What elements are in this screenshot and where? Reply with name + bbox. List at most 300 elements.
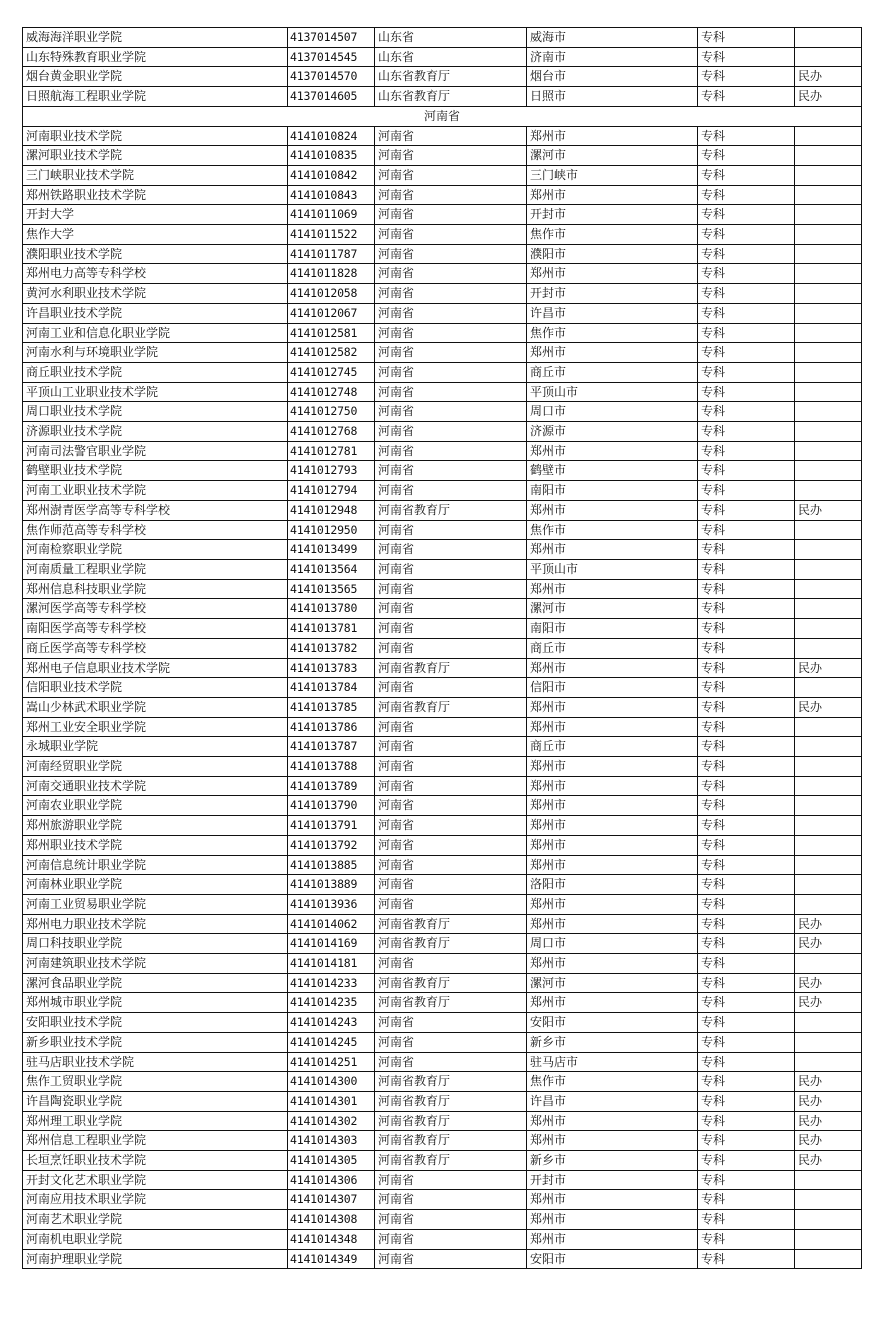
level-cell: 专科	[698, 47, 795, 67]
level-cell: 专科	[698, 540, 795, 560]
level-cell: 专科	[698, 461, 795, 481]
city-cell: 郑州市	[527, 816, 698, 836]
authority-cell: 河南省	[375, 1170, 527, 1190]
school-code-cell: 4141014169	[288, 934, 375, 954]
school-name-cell: 永城职业学院	[23, 737, 288, 757]
table-row	[23, 540, 862, 560]
note-cell	[795, 1249, 862, 1269]
city-cell: 济南市	[527, 47, 698, 67]
table-body	[23, 28, 862, 1269]
authority-cell: 河南省教育厅	[375, 973, 527, 993]
school-name-cell: 河南护理职业学院	[23, 1249, 288, 1269]
authority-cell: 河南省	[375, 520, 527, 540]
note-cell	[795, 402, 862, 422]
school-name-cell: 河南机电职业学院	[23, 1229, 288, 1249]
table-row	[23, 1013, 862, 1033]
table-row	[23, 559, 862, 579]
city-cell: 郑州市	[527, 1131, 698, 1151]
school-code-cell: 4141014251	[288, 1052, 375, 1072]
city-cell: 开封市	[527, 284, 698, 304]
level-cell: 专科	[698, 205, 795, 225]
school-name-cell: 周口职业技术学院	[23, 402, 288, 422]
note-cell	[795, 520, 862, 540]
level-cell: 专科	[698, 1151, 795, 1171]
school-code-cell: 4141012768	[288, 422, 375, 442]
city-cell: 郑州市	[527, 658, 698, 678]
authority-cell: 河南省	[375, 757, 527, 777]
school-name-cell: 信阳职业技术学院	[23, 678, 288, 698]
school-code-cell: 4141012748	[288, 382, 375, 402]
city-cell: 平顶山市	[527, 382, 698, 402]
level-cell: 专科	[698, 225, 795, 245]
school-name-cell: 商丘职业技术学院	[23, 362, 288, 382]
level-cell: 专科	[698, 816, 795, 836]
authority-cell: 河南省	[375, 1032, 527, 1052]
level-cell: 专科	[698, 1229, 795, 1249]
note-cell	[795, 599, 862, 619]
authority-cell: 河南省	[375, 599, 527, 619]
table-row	[23, 875, 862, 895]
note-cell	[795, 579, 862, 599]
level-cell: 专科	[698, 914, 795, 934]
level-cell: 专科	[698, 146, 795, 166]
authority-cell: 河南省	[375, 441, 527, 461]
note-cell: 民办	[795, 1111, 862, 1131]
table-row	[23, 1131, 862, 1151]
school-code-cell: 4141012058	[288, 284, 375, 304]
note-cell	[795, 796, 862, 816]
note-cell	[795, 362, 862, 382]
level-cell: 专科	[698, 441, 795, 461]
authority-cell: 河南省	[375, 619, 527, 639]
authority-cell: 河南省	[375, 402, 527, 422]
city-cell: 郑州市	[527, 993, 698, 1013]
authority-cell: 山东省教育厅	[375, 87, 527, 107]
city-cell: 济源市	[527, 422, 698, 442]
city-cell: 郑州市	[527, 894, 698, 914]
school-code-cell: 4141010824	[288, 126, 375, 146]
level-cell: 专科	[698, 1249, 795, 1269]
city-cell: 郑州市	[527, 540, 698, 560]
city-cell: 濮阳市	[527, 244, 698, 264]
table-row	[23, 461, 862, 481]
city-cell: 开封市	[527, 205, 698, 225]
note-cell	[795, 47, 862, 67]
level-cell: 专科	[698, 244, 795, 264]
city-cell: 漯河市	[527, 599, 698, 619]
note-cell	[795, 146, 862, 166]
note-cell	[795, 776, 862, 796]
school-name-cell: 山东特殊教育职业学院	[23, 47, 288, 67]
school-code-cell: 4141013565	[288, 579, 375, 599]
school-code-cell: 4141012794	[288, 481, 375, 501]
school-name-cell: 河南检察职业学院	[23, 540, 288, 560]
city-cell: 郑州市	[527, 1111, 698, 1131]
city-cell: 漯河市	[527, 973, 698, 993]
level-cell: 专科	[698, 737, 795, 757]
school-name-cell: 漯河职业技术学院	[23, 146, 288, 166]
city-cell: 郑州市	[527, 1210, 698, 1230]
authority-cell: 河南省	[375, 737, 527, 757]
table-row	[23, 28, 862, 48]
school-name-cell: 许昌职业技术学院	[23, 303, 288, 323]
note-cell	[795, 382, 862, 402]
level-cell: 专科	[698, 579, 795, 599]
city-cell: 许昌市	[527, 303, 698, 323]
note-cell	[795, 717, 862, 737]
school-code-cell: 4141013788	[288, 757, 375, 777]
note-cell	[795, 481, 862, 501]
authority-cell: 河南省	[375, 382, 527, 402]
table-row	[23, 382, 862, 402]
note-cell	[795, 757, 862, 777]
school-code-cell: 4141014306	[288, 1170, 375, 1190]
school-name-cell: 嵩山少林武术职业学院	[23, 697, 288, 717]
table-row	[23, 520, 862, 540]
authority-cell: 河南省	[375, 816, 527, 836]
level-cell: 专科	[698, 1190, 795, 1210]
school-name-cell: 河南司法警官职业学院	[23, 441, 288, 461]
school-name-cell: 新乡职业技术学院	[23, 1032, 288, 1052]
school-code-cell: 4137014605	[288, 87, 375, 107]
city-cell: 郑州市	[527, 717, 698, 737]
note-cell	[795, 185, 862, 205]
table-row	[23, 638, 862, 658]
note-cell	[795, 678, 862, 698]
table-row	[23, 225, 862, 245]
authority-cell: 山东省教育厅	[375, 67, 527, 87]
table-row	[23, 165, 862, 185]
city-cell: 漯河市	[527, 146, 698, 166]
level-cell: 专科	[698, 835, 795, 855]
authority-cell: 河南省	[375, 205, 527, 225]
level-cell: 专科	[698, 165, 795, 185]
school-code-cell: 4141013784	[288, 678, 375, 698]
note-cell	[795, 1229, 862, 1249]
level-cell: 专科	[698, 638, 795, 658]
note-cell: 民办	[795, 934, 862, 954]
table-row	[23, 1190, 862, 1210]
table-row	[23, 599, 862, 619]
city-cell: 郑州市	[527, 776, 698, 796]
authority-cell: 河南省教育厅	[375, 1151, 527, 1171]
school-name-cell: 河南信息统计职业学院	[23, 855, 288, 875]
city-cell: 郑州市	[527, 1190, 698, 1210]
authority-cell: 河南省	[375, 796, 527, 816]
table-row	[23, 1052, 862, 1072]
school-code-cell: 4137014545	[288, 47, 375, 67]
city-cell: 郑州市	[527, 954, 698, 974]
level-cell: 专科	[698, 559, 795, 579]
school-code-cell: 4141013781	[288, 619, 375, 639]
table-row	[23, 264, 862, 284]
authority-cell: 河南省	[375, 264, 527, 284]
level-cell: 专科	[698, 1210, 795, 1230]
note-cell	[795, 1210, 862, 1230]
level-cell: 专科	[698, 894, 795, 914]
level-cell: 专科	[698, 875, 795, 895]
school-name-cell: 河南建筑职业技术学院	[23, 954, 288, 974]
note-cell: 民办	[795, 914, 862, 934]
city-cell: 商丘市	[527, 362, 698, 382]
school-code-cell: 4141013791	[288, 816, 375, 836]
note-cell	[795, 1190, 862, 1210]
city-cell: 郑州市	[527, 796, 698, 816]
city-cell: 鹤壁市	[527, 461, 698, 481]
note-cell	[795, 1032, 862, 1052]
level-cell: 专科	[698, 422, 795, 442]
level-cell: 专科	[698, 619, 795, 639]
authority-cell: 河南省教育厅	[375, 993, 527, 1013]
city-cell: 威海市	[527, 28, 698, 48]
city-cell: 郑州市	[527, 500, 698, 520]
note-cell	[795, 835, 862, 855]
table-row	[23, 303, 862, 323]
school-name-cell: 黄河水利职业技术学院	[23, 284, 288, 304]
city-cell: 烟台市	[527, 67, 698, 87]
school-code-cell: 4141011787	[288, 244, 375, 264]
table-row	[23, 87, 862, 107]
authority-cell: 河南省教育厅	[375, 658, 527, 678]
province-section-header: 河南省	[23, 106, 862, 126]
school-name-cell: 河南质量工程职业学院	[23, 559, 288, 579]
note-cell	[795, 894, 862, 914]
city-cell: 商丘市	[527, 638, 698, 658]
note-cell	[795, 441, 862, 461]
school-name-cell: 烟台黄金职业学院	[23, 67, 288, 87]
city-cell: 信阳市	[527, 678, 698, 698]
table-row	[23, 796, 862, 816]
school-code-cell: 4141012067	[288, 303, 375, 323]
city-cell: 平顶山市	[527, 559, 698, 579]
school-name-cell: 焦作大学	[23, 225, 288, 245]
school-code-cell: 4141012581	[288, 323, 375, 343]
table-row	[23, 658, 862, 678]
school-name-cell: 河南职业技术学院	[23, 126, 288, 146]
table-row	[23, 205, 862, 225]
table-row	[23, 1151, 862, 1171]
city-cell: 新乡市	[527, 1032, 698, 1052]
level-cell: 专科	[698, 481, 795, 501]
note-cell: 民办	[795, 697, 862, 717]
table-row	[23, 717, 862, 737]
authority-cell: 河南省	[375, 323, 527, 343]
note-cell	[795, 540, 862, 560]
level-cell: 专科	[698, 973, 795, 993]
school-code-cell: 4141013889	[288, 875, 375, 895]
school-code-cell: 4141013936	[288, 894, 375, 914]
school-name-cell: 开封大学	[23, 205, 288, 225]
note-cell	[795, 244, 862, 264]
level-cell: 专科	[698, 185, 795, 205]
authority-cell: 河南省	[375, 835, 527, 855]
level-cell: 专科	[698, 776, 795, 796]
note-cell: 民办	[795, 993, 862, 1013]
city-cell: 郑州市	[527, 185, 698, 205]
school-name-cell: 河南林业职业学院	[23, 875, 288, 895]
authority-cell: 河南省	[375, 165, 527, 185]
level-cell: 专科	[698, 855, 795, 875]
table-row	[23, 500, 862, 520]
city-cell: 南阳市	[527, 619, 698, 639]
authority-cell: 河南省	[375, 717, 527, 737]
level-cell: 专科	[698, 1013, 795, 1033]
school-code-cell: 4141014300	[288, 1072, 375, 1092]
city-cell: 周口市	[527, 402, 698, 422]
school-name-cell: 商丘医学高等专科学校	[23, 638, 288, 658]
city-cell: 焦作市	[527, 1072, 698, 1092]
table-row	[23, 934, 862, 954]
level-cell: 专科	[698, 697, 795, 717]
level-cell: 专科	[698, 1131, 795, 1151]
city-cell: 郑州市	[527, 343, 698, 363]
table-row	[23, 244, 862, 264]
table-row	[23, 1170, 862, 1190]
table-row	[23, 126, 862, 146]
city-cell: 焦作市	[527, 323, 698, 343]
school-code-cell: 4141012750	[288, 402, 375, 422]
table-row	[23, 47, 862, 67]
table-row	[23, 678, 862, 698]
school-code-cell: 4141013885	[288, 855, 375, 875]
table-row	[23, 284, 862, 304]
table-row	[23, 1210, 862, 1230]
table-row	[23, 323, 862, 343]
city-cell: 郑州市	[527, 441, 698, 461]
note-cell	[795, 816, 862, 836]
note-cell	[795, 619, 862, 639]
level-cell: 专科	[698, 362, 795, 382]
note-cell	[795, 264, 862, 284]
note-cell: 民办	[795, 973, 862, 993]
level-cell: 专科	[698, 323, 795, 343]
authority-cell: 河南省教育厅	[375, 500, 527, 520]
school-code-cell: 4141014181	[288, 954, 375, 974]
table-row	[23, 954, 862, 974]
school-name-cell: 郑州电力高等专科学校	[23, 264, 288, 284]
table-row	[23, 1072, 862, 1092]
school-name-cell: 郑州信息科技职业学院	[23, 579, 288, 599]
table-row	[23, 757, 862, 777]
school-code-cell: 4141011069	[288, 205, 375, 225]
level-cell: 专科	[698, 87, 795, 107]
level-cell: 专科	[698, 500, 795, 520]
note-cell	[795, 284, 862, 304]
authority-cell: 河南省	[375, 244, 527, 264]
school-name-cell: 河南水利与环境职业学院	[23, 343, 288, 363]
table-row	[23, 402, 862, 422]
school-name-cell: 安阳职业技术学院	[23, 1013, 288, 1033]
school-code-cell: 4141013564	[288, 559, 375, 579]
city-cell: 郑州市	[527, 126, 698, 146]
note-cell	[795, 875, 862, 895]
city-cell: 日照市	[527, 87, 698, 107]
level-cell: 专科	[698, 1170, 795, 1190]
note-cell	[795, 737, 862, 757]
school-code-cell: 4141013783	[288, 658, 375, 678]
authority-cell: 河南省	[375, 954, 527, 974]
level-cell: 专科	[698, 599, 795, 619]
school-code-cell: 4141012582	[288, 343, 375, 363]
table-row	[23, 776, 862, 796]
city-cell: 安阳市	[527, 1013, 698, 1033]
school-code-cell: 4141012950	[288, 520, 375, 540]
school-name-cell: 郑州职业技术学院	[23, 835, 288, 855]
note-cell	[795, 559, 862, 579]
school-code-cell: 4141013787	[288, 737, 375, 757]
city-cell: 郑州市	[527, 914, 698, 934]
note-cell	[795, 461, 862, 481]
school-name-cell: 开封文化艺术职业学院	[23, 1170, 288, 1190]
table-row	[23, 481, 862, 501]
level-cell: 专科	[698, 717, 795, 737]
table-row	[23, 1111, 862, 1131]
level-cell: 专科	[698, 993, 795, 1013]
school-code-cell: 4141014305	[288, 1151, 375, 1171]
authority-cell: 河南省	[375, 343, 527, 363]
school-name-cell: 平顶山工业职业技术学院	[23, 382, 288, 402]
note-cell	[795, 205, 862, 225]
school-code-cell: 4141014233	[288, 973, 375, 993]
school-name-cell: 威海海洋职业学院	[23, 28, 288, 48]
level-cell: 专科	[698, 303, 795, 323]
city-cell: 郑州市	[527, 757, 698, 777]
note-cell: 民办	[795, 1091, 862, 1111]
school-name-cell: 郑州电力职业技术学院	[23, 914, 288, 934]
school-code-cell: 4141014303	[288, 1131, 375, 1151]
level-cell: 专科	[698, 126, 795, 146]
school-name-cell: 河南农业职业学院	[23, 796, 288, 816]
city-cell: 郑州市	[527, 1229, 698, 1249]
table-row	[23, 67, 862, 87]
authority-cell: 河南省教育厅	[375, 934, 527, 954]
school-code-cell: 4141014062	[288, 914, 375, 934]
level-cell: 专科	[698, 678, 795, 698]
authority-cell: 河南省	[375, 579, 527, 599]
table-row	[23, 579, 862, 599]
school-code-cell: 4141014235	[288, 993, 375, 1013]
level-cell: 专科	[698, 954, 795, 974]
table-row	[23, 441, 862, 461]
school-code-cell: 4141013499	[288, 540, 375, 560]
school-code-cell: 4141012781	[288, 441, 375, 461]
note-cell: 民办	[795, 500, 862, 520]
authority-cell: 河南省	[375, 185, 527, 205]
table-row	[23, 619, 862, 639]
table-row	[23, 1032, 862, 1052]
authority-cell: 河南省	[375, 638, 527, 658]
section-row	[23, 106, 862, 126]
school-code-cell: 4141014243	[288, 1013, 375, 1033]
authority-cell: 河南省	[375, 481, 527, 501]
school-name-cell: 三门峡职业技术学院	[23, 165, 288, 185]
table-row	[23, 1229, 862, 1249]
level-cell: 专科	[698, 796, 795, 816]
note-cell: 民办	[795, 67, 862, 87]
note-cell: 民办	[795, 658, 862, 678]
school-name-cell: 河南工业贸易职业学院	[23, 894, 288, 914]
table-row	[23, 185, 862, 205]
authority-cell: 河南省	[375, 362, 527, 382]
authority-cell: 河南省	[375, 1052, 527, 1072]
school-code-cell: 4141014307	[288, 1190, 375, 1210]
city-cell: 新乡市	[527, 1151, 698, 1171]
school-name-cell: 河南工业职业技术学院	[23, 481, 288, 501]
city-cell: 开封市	[527, 1170, 698, 1190]
level-cell: 专科	[698, 1111, 795, 1131]
note-cell	[795, 303, 862, 323]
table-row	[23, 914, 862, 934]
